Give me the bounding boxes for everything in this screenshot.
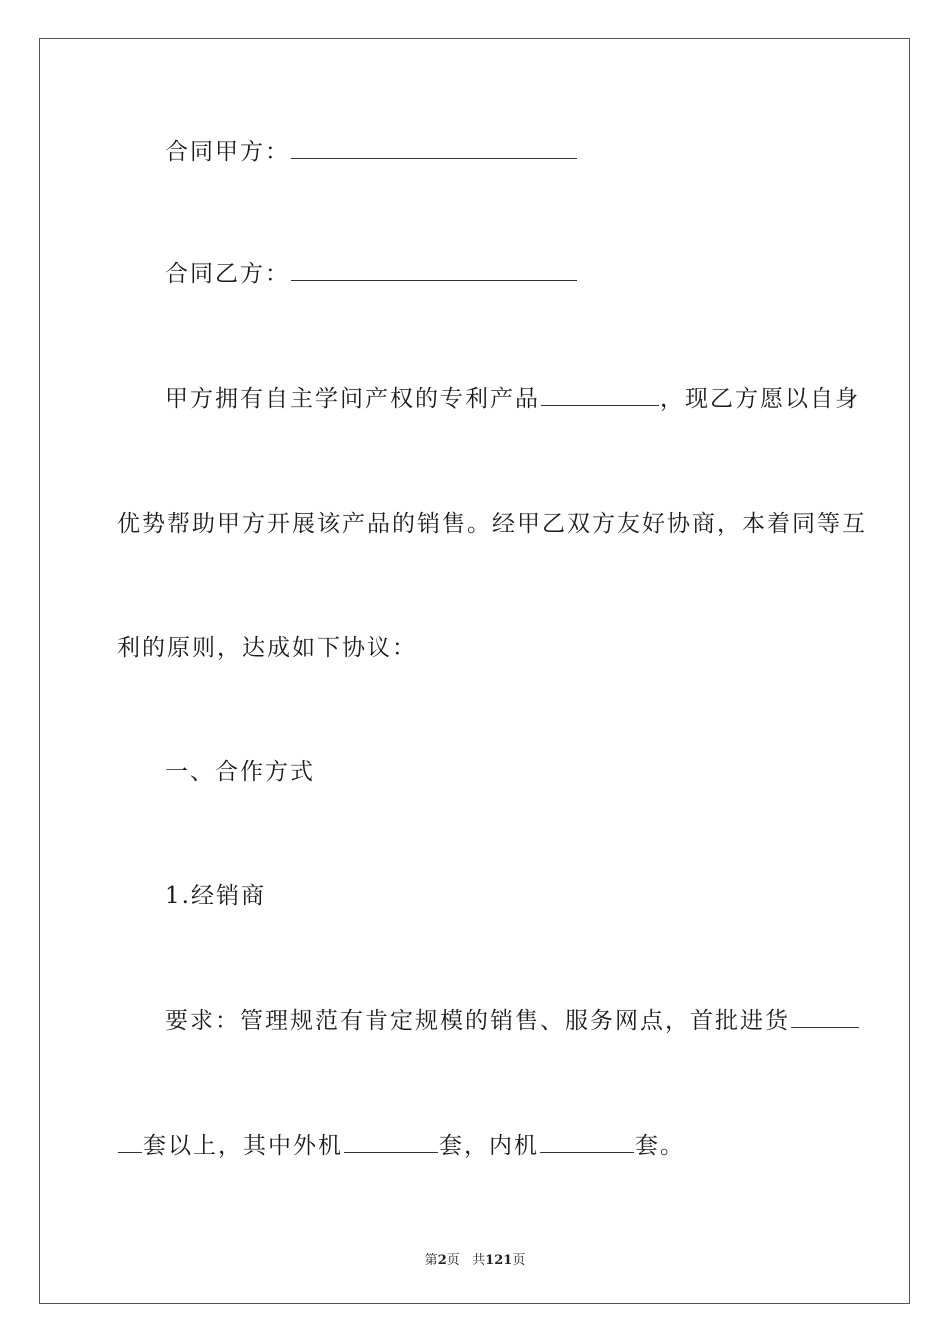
footer-total-prefix: 共 [472, 1253, 486, 1268]
item-heading [165, 881, 266, 911]
party-b-line [165, 259, 578, 289]
footer-total-suffix: 页 [512, 1253, 526, 1268]
product-name-blank[interactable] [541, 385, 659, 406]
first-order-qty-blank[interactable] [791, 1007, 859, 1028]
item-title: 1.经销商 [165, 883, 266, 909]
para1-line2 [117, 509, 867, 539]
para1-line3 [117, 633, 417, 663]
section-title: 一、合作方式 [165, 759, 315, 785]
section-heading [165, 757, 315, 787]
para1-text-d: 利的原则，达成如下协议： [117, 635, 417, 661]
party-a-line [165, 137, 578, 167]
para1-text-a: 甲方拥有自主学问产权的专利产品 [165, 386, 540, 412]
para1-text-b: ，现乙方愿以自身 [660, 386, 860, 412]
footer-page-suffix: 页 [446, 1253, 460, 1268]
para1-line1 [165, 384, 860, 414]
outdoor-unit-qty-blank[interactable] [344, 1132, 438, 1153]
first-order-qty-blank-cont[interactable] [118, 1132, 142, 1153]
requirement-line1 [165, 1006, 860, 1036]
party-a-blank[interactable] [291, 138, 577, 159]
requirement-text-b: 套以上，其中外机 [143, 1133, 343, 1159]
page-border [39, 38, 910, 1304]
page-footer [0, 1249, 950, 1268]
current-page-number: 2 [437, 1253, 447, 1268]
requirement-text-d: 套。 [635, 1133, 685, 1159]
para1-text-c: 优势帮助甲方开展该产品的销售。经甲乙双方友好协商，本着同等互 [117, 511, 867, 537]
indoor-unit-qty-blank[interactable] [540, 1132, 634, 1153]
party-a-label: 合同甲方： [165, 139, 290, 165]
requirement-text-a: 要求：管理规范有肯定规模的销售、服务网点，首批进货 [165, 1008, 790, 1034]
requirement-text-c: 套，内机 [439, 1133, 539, 1159]
total-page-count: 121 [485, 1253, 513, 1268]
requirement-line2 [117, 1131, 685, 1161]
party-b-blank[interactable] [291, 260, 577, 281]
party-b-label: 合同乙方： [165, 261, 290, 287]
footer-prefix: 第 [424, 1253, 438, 1268]
